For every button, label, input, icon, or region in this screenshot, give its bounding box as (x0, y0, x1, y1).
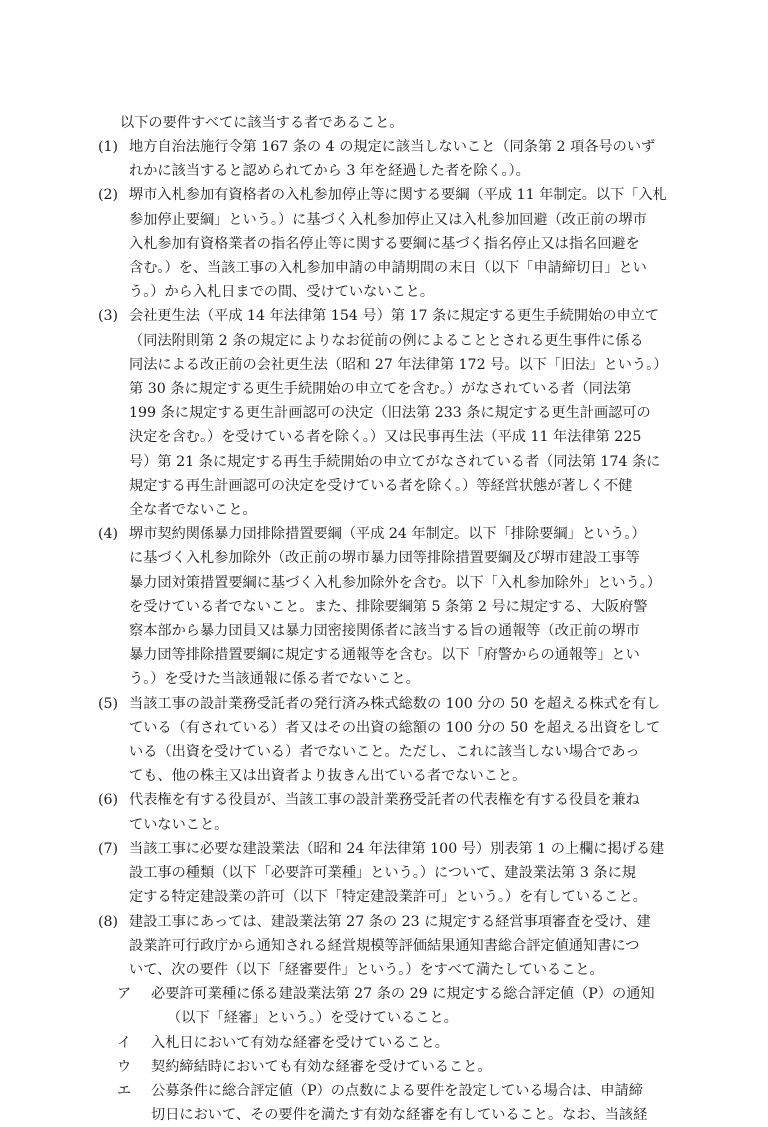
subitem-line: 公募条件に総合評定値（P）の点数による要件を設定している場合は、申請締 (151, 1082, 643, 1099)
item-line: 察本部から暴力団員又は暴力団密接関係者に該当する旨の通報等（改正前の堺市 (129, 623, 640, 640)
item-line: 設業許可行政庁から通知される経営規模等評価結果通知書総合評定値通知書につ (129, 937, 640, 954)
item-line: う。）から入札日までの間、受けていないこと。 (129, 284, 435, 301)
item-line: 地方自治法施行令第 167 条の 4 の規定に該当しないこと（同条第 2 項各号のいず (129, 139, 656, 155)
intro-text: 以下の要件すべてに該当する者であること。 (120, 115, 404, 131)
item-line: を受けている者でないこと。また、排除要綱第 5 条第 2 号に規定する、大阪府警 (129, 598, 648, 615)
item-line: 設工事の種類（以下「必要許可業種」という。）について、建設業法第 3 条に規 (129, 865, 636, 882)
item-number: (8) (98, 913, 119, 930)
item-line: 含む。）を、当該工事の入札参加申請の申請期間の末日（以下「申請締切日」とい (129, 260, 647, 277)
item-line: 199 条に規定する更生計画認可の決定（旧法第 233 条に規定する更生計画認可の (129, 405, 651, 422)
subitem-line: 契約締結時においても有効な経審を受けていること。 (151, 1058, 492, 1075)
item-line: 入札参加有資格業者の指名停止等に関する要綱に基づく指名停止又は指名回避を (129, 235, 640, 252)
item-line: いて、次の要件（以下「経審要件」という。）をすべて満たしていること。 (129, 961, 604, 978)
requirement-item-5 (98, 692, 698, 789)
item-line: 暴力団等排除措置要綱に規定する通報等を含む。以下「府警からの通報等」とい (129, 647, 640, 664)
item-number: (3) (98, 308, 119, 325)
item-line: 第 30 条に規定する更生手続開始の申立てを含む。）がなされている者（同法第 (129, 381, 632, 398)
item-line: 決定を含む。）を受けている者を除く。）又は民事再生法（平成 11 年法律第 225 (129, 429, 642, 446)
item-line: 建設工事にあっては、建設業法第 27 条の 23 に規定する経営事項審査を受け、建 (129, 913, 651, 930)
item-line: ていないこと。 (129, 816, 229, 833)
item-line: ている（有されている）者又はその出資の総額の 100 分の 50 を超える出資をして (129, 719, 661, 736)
item-line: 同法による改正前の会社更生法（昭和 27 年法律第 172 号。以下「旧法」という。） (129, 356, 668, 373)
subitem-e (117, 1079, 698, 1127)
subitem-line: 必要許可業種に係る建設業法第 27 条の 29 に規定する総合評定値（P）の通知 (151, 986, 655, 1003)
item-line: 参加停止要綱」という。）に基づく入札参加停止又は入札参加回避（改正前の堺市 (129, 211, 647, 228)
item-line: 号）第 21 条に規定する再生手続開始の申立てがなされている者（同法第 174 条に (129, 453, 661, 470)
item-number: (1) (98, 139, 119, 155)
item-line: 当該工事に必要な建設業法（昭和 24 年法律第 100 号）別表第 1 の上欄に掲げる建 (129, 840, 665, 857)
requirement-item-3 (98, 304, 698, 522)
requirement-item-8 (98, 910, 698, 983)
item-line: 堺市契約関係暴力団排除措置要綱（平成 24 年制定。以下「排除要綱」という。） (129, 526, 646, 543)
item-line: う。）を受けた当該通報に係る者でないこと。 (129, 671, 420, 688)
subitem-a (117, 982, 698, 1030)
item-line: 会社更生法（平成 14 年法律第 154 号）第 17 条に規定する更生手続開始の申立て (129, 308, 660, 325)
item-line: ても、他の株主又は出資者より抜きん出ている者でないこと。 (129, 768, 527, 785)
subitem-marker: イ (117, 1034, 132, 1051)
item-number: (4) (98, 526, 119, 543)
subitem-u (117, 1055, 698, 1079)
item-line: 暴力団対策措置要綱に基づく入札参加除外を含む。以下「入札参加除外」という。） (129, 574, 662, 591)
item-line: 代表権を有する役員が、当該工事の設計業務受託者の代表権を有する役員を兼ね (129, 792, 640, 809)
subitem-line: 入札日において有効な経審を受けていること。 (151, 1034, 449, 1051)
requirement-item-6 (98, 788, 698, 836)
item-line: 全な者でないこと。 (129, 502, 257, 519)
requirement-item-1 (98, 135, 698, 183)
item-number: (6) (98, 792, 119, 809)
subitem-line: （以下「経審」という。）を受けていること。 (167, 1010, 458, 1027)
item-line: 定する特定建設業の許可（以下「特定建設業許可」という。）を有していること。 (129, 889, 647, 906)
item-line: （同法附則第 2 条の規定によりなお従前の例によることとされる更生事件に係る (129, 332, 644, 349)
item-line: 規定する再生計画認可の決定を受けている者を除く。）等経営状態が著しく不健 (129, 477, 633, 494)
item-line: いる（出資を受けている）者でないこと。ただし、これに該当しない場合であっ (129, 744, 640, 761)
item-line: に基づく入札参加除外（改正前の堺市暴力団等排除措置要綱及び堺市建設工事等 (129, 550, 640, 567)
subitem-marker: ウ (117, 1058, 132, 1075)
item-line: 堺市入札参加有資格者の入札参加停止等に関する要綱（平成 11 年制定。以下「入札 (129, 187, 667, 204)
item-line: れかに該当すると認められてから 3 年を経過した者を除く。）。 (129, 163, 530, 180)
item-number: (7) (98, 840, 119, 857)
subitem-line: 切日において、その要件を満たす有効な経審を有していること。なお、当該経 (151, 1107, 648, 1124)
requirement-item-7 (98, 837, 698, 910)
requirements-list (98, 135, 698, 1127)
subitem-marker: エ (117, 1082, 132, 1099)
requirement-item-2 (98, 183, 698, 304)
examination-requirements-list (98, 982, 698, 1127)
requirement-item-4 (98, 522, 698, 691)
item-number: (5) (98, 695, 119, 712)
item-number: (2) (98, 187, 119, 204)
subitem-i (117, 1031, 698, 1055)
item-line: 当該工事の設計業務受託者の発行済み株式総数の 100 分の 50 を超える株式を有し (129, 695, 661, 712)
subitem-marker: ア (117, 986, 132, 1003)
